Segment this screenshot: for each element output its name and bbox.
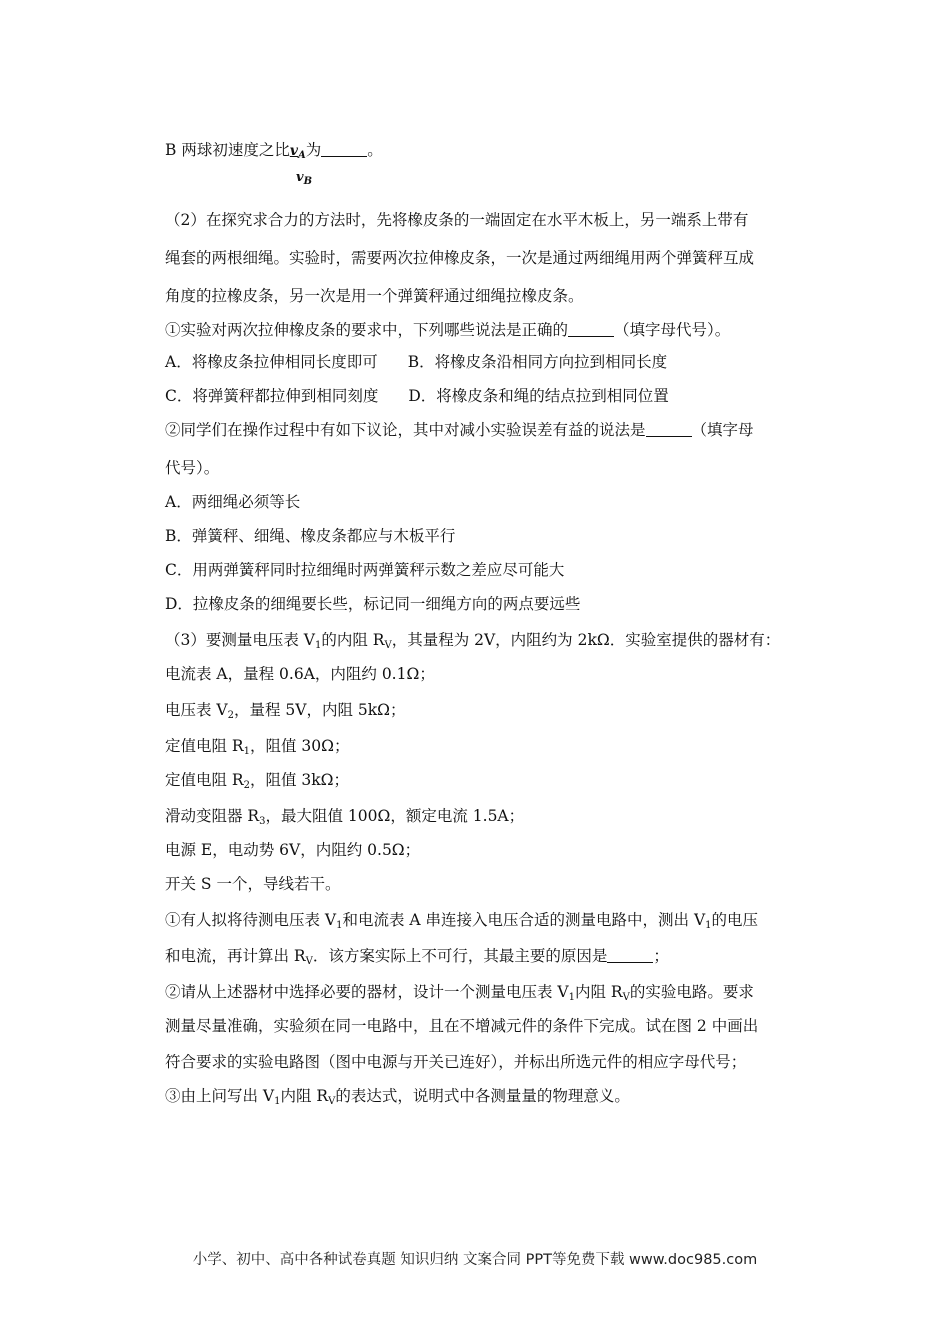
- q2-sub2-cont: 代号）。: [165, 459, 220, 477]
- q2-sub2: ②同学们在操作过程中有如下议论，其中对减小实验误差有益的说法是 （填字母: [165, 421, 754, 439]
- equipment-item: 电流表 A，量程 0.6A，内阻约 0.1Ω；: [165, 665, 435, 683]
- answer-blank[interactable]: [321, 142, 367, 157]
- answer-blank[interactable]: [568, 322, 614, 337]
- q2-sub1: ①实验对两次拉伸橡皮条的要求中，下列哪些说法是正确的 （填字母代号）。: [165, 321, 731, 339]
- q2-intro-3: 角度的拉橡皮条，另一次是用一个弹簧秤通过细绳拉橡皮条。: [165, 287, 584, 305]
- q3-part2-cont2: 符合要求的实验电路图（图中电源与开关已连好），并标出所选元件的相应字母代号；: [165, 1053, 747, 1071]
- option-a: A．将橡皮条拉伸相同长度即可: [165, 353, 378, 371]
- q1-suffix: 。: [367, 141, 383, 159]
- q3-part1-cont: 和电流，再计算出 $R_V$．该方案实际上不可行，其最主要的原因是 ；: [165, 947, 669, 967]
- option-b: B．将橡皮条沿相同方向拉到相同长度: [407, 353, 668, 371]
- q3-part2-cont1: 测量尽量准确，实验须在同一电路中，且在不增减元件的条件下完成。试在图 2 中画出: [165, 1017, 759, 1035]
- q2-intro-1: （2）在探究求合力的方法时，先将橡皮条的一端固定在水平木板上，另一端系上带有: [165, 211, 749, 229]
- answer-blank[interactable]: [646, 422, 692, 437]
- equipment-item: 滑动变阻器 $R_3$，最大阻值 100Ω，额定电流 1.5A；: [165, 807, 525, 827]
- option-d: D．将橡皮条和绳的结点拉到相同位置: [408, 387, 669, 405]
- page-footer: 小学、初中、高中各种试卷真题 知识归纳 文案合同 PPT等免费下载 www.doc985.com: [192, 1252, 758, 1268]
- q2-intro-2: 绳套的两根细绳。实验时，需要两次拉伸橡皮条，一次是通过两细绳用两个弹簧秤互成: [165, 249, 755, 267]
- option-c: C．用两弹簧秤同时拉细绳时两弹簧秤示数之差应尽可能大: [165, 561, 565, 579]
- equipment-item: 定值电阻 $R_1$，阻值 30Ω；: [165, 737, 350, 757]
- option-a: A．两细绳必须等长: [165, 493, 301, 511]
- equipment-item: 开关 S 一个，导线若干。: [165, 875, 341, 893]
- q1-mid: 为: [305, 141, 322, 159]
- q3-part2: ②请从上述器材中选择必要的器材，设计一个测量电压表 $V_1$内阻 $R_V$的实验电路。要求: [165, 983, 754, 1003]
- q3-intro: （3）要测量电压表 $V_1$的内阻 $R_V$，其量程为 2V，内阻约为 2kΩ．实验室提供的器材有：: [165, 631, 781, 651]
- q1-prefix: B 两球初速度之比: [165, 141, 290, 159]
- option-c: C．将弹簧秤都拉伸到相同刻度: [165, 387, 379, 405]
- ratio-denominator: $v_B$: [296, 170, 313, 187]
- q2-options-cd: [165, 386, 669, 406]
- equipment-item: 电源 E，电动势 6V，内阻约 0.5Ω；: [165, 841, 421, 859]
- option-b: B．弹簧秤、细绳、橡皮条都应与木板平行: [165, 527, 456, 545]
- q2-options-ab: [165, 352, 667, 372]
- ratio-numerator: $v_A$: [289, 143, 306, 161]
- option-d: D．拉橡皮条的细绳要长些，标记同一细绳方向的两点要远些: [165, 595, 581, 613]
- answer-blank[interactable]: [607, 948, 653, 963]
- q3-part3: ③由上问写出 $V_1$内阻 $R_V$的表达式，说明式中各测量量的物理意义。: [165, 1087, 630, 1107]
- q3-part1: ①有人拟将待测电压表 $V_1$和电流表 A 串连接入电压合适的测量电路中，测出 $V_1$的电压: [165, 911, 759, 931]
- q1-ratio-line: [165, 140, 383, 166]
- equipment-item: 定值电阻 $R_2$，阻值 3kΩ；: [165, 771, 350, 791]
- equipment-item: 电压表 $V_2$，量程 5V，内阻 5kΩ；: [165, 701, 406, 721]
